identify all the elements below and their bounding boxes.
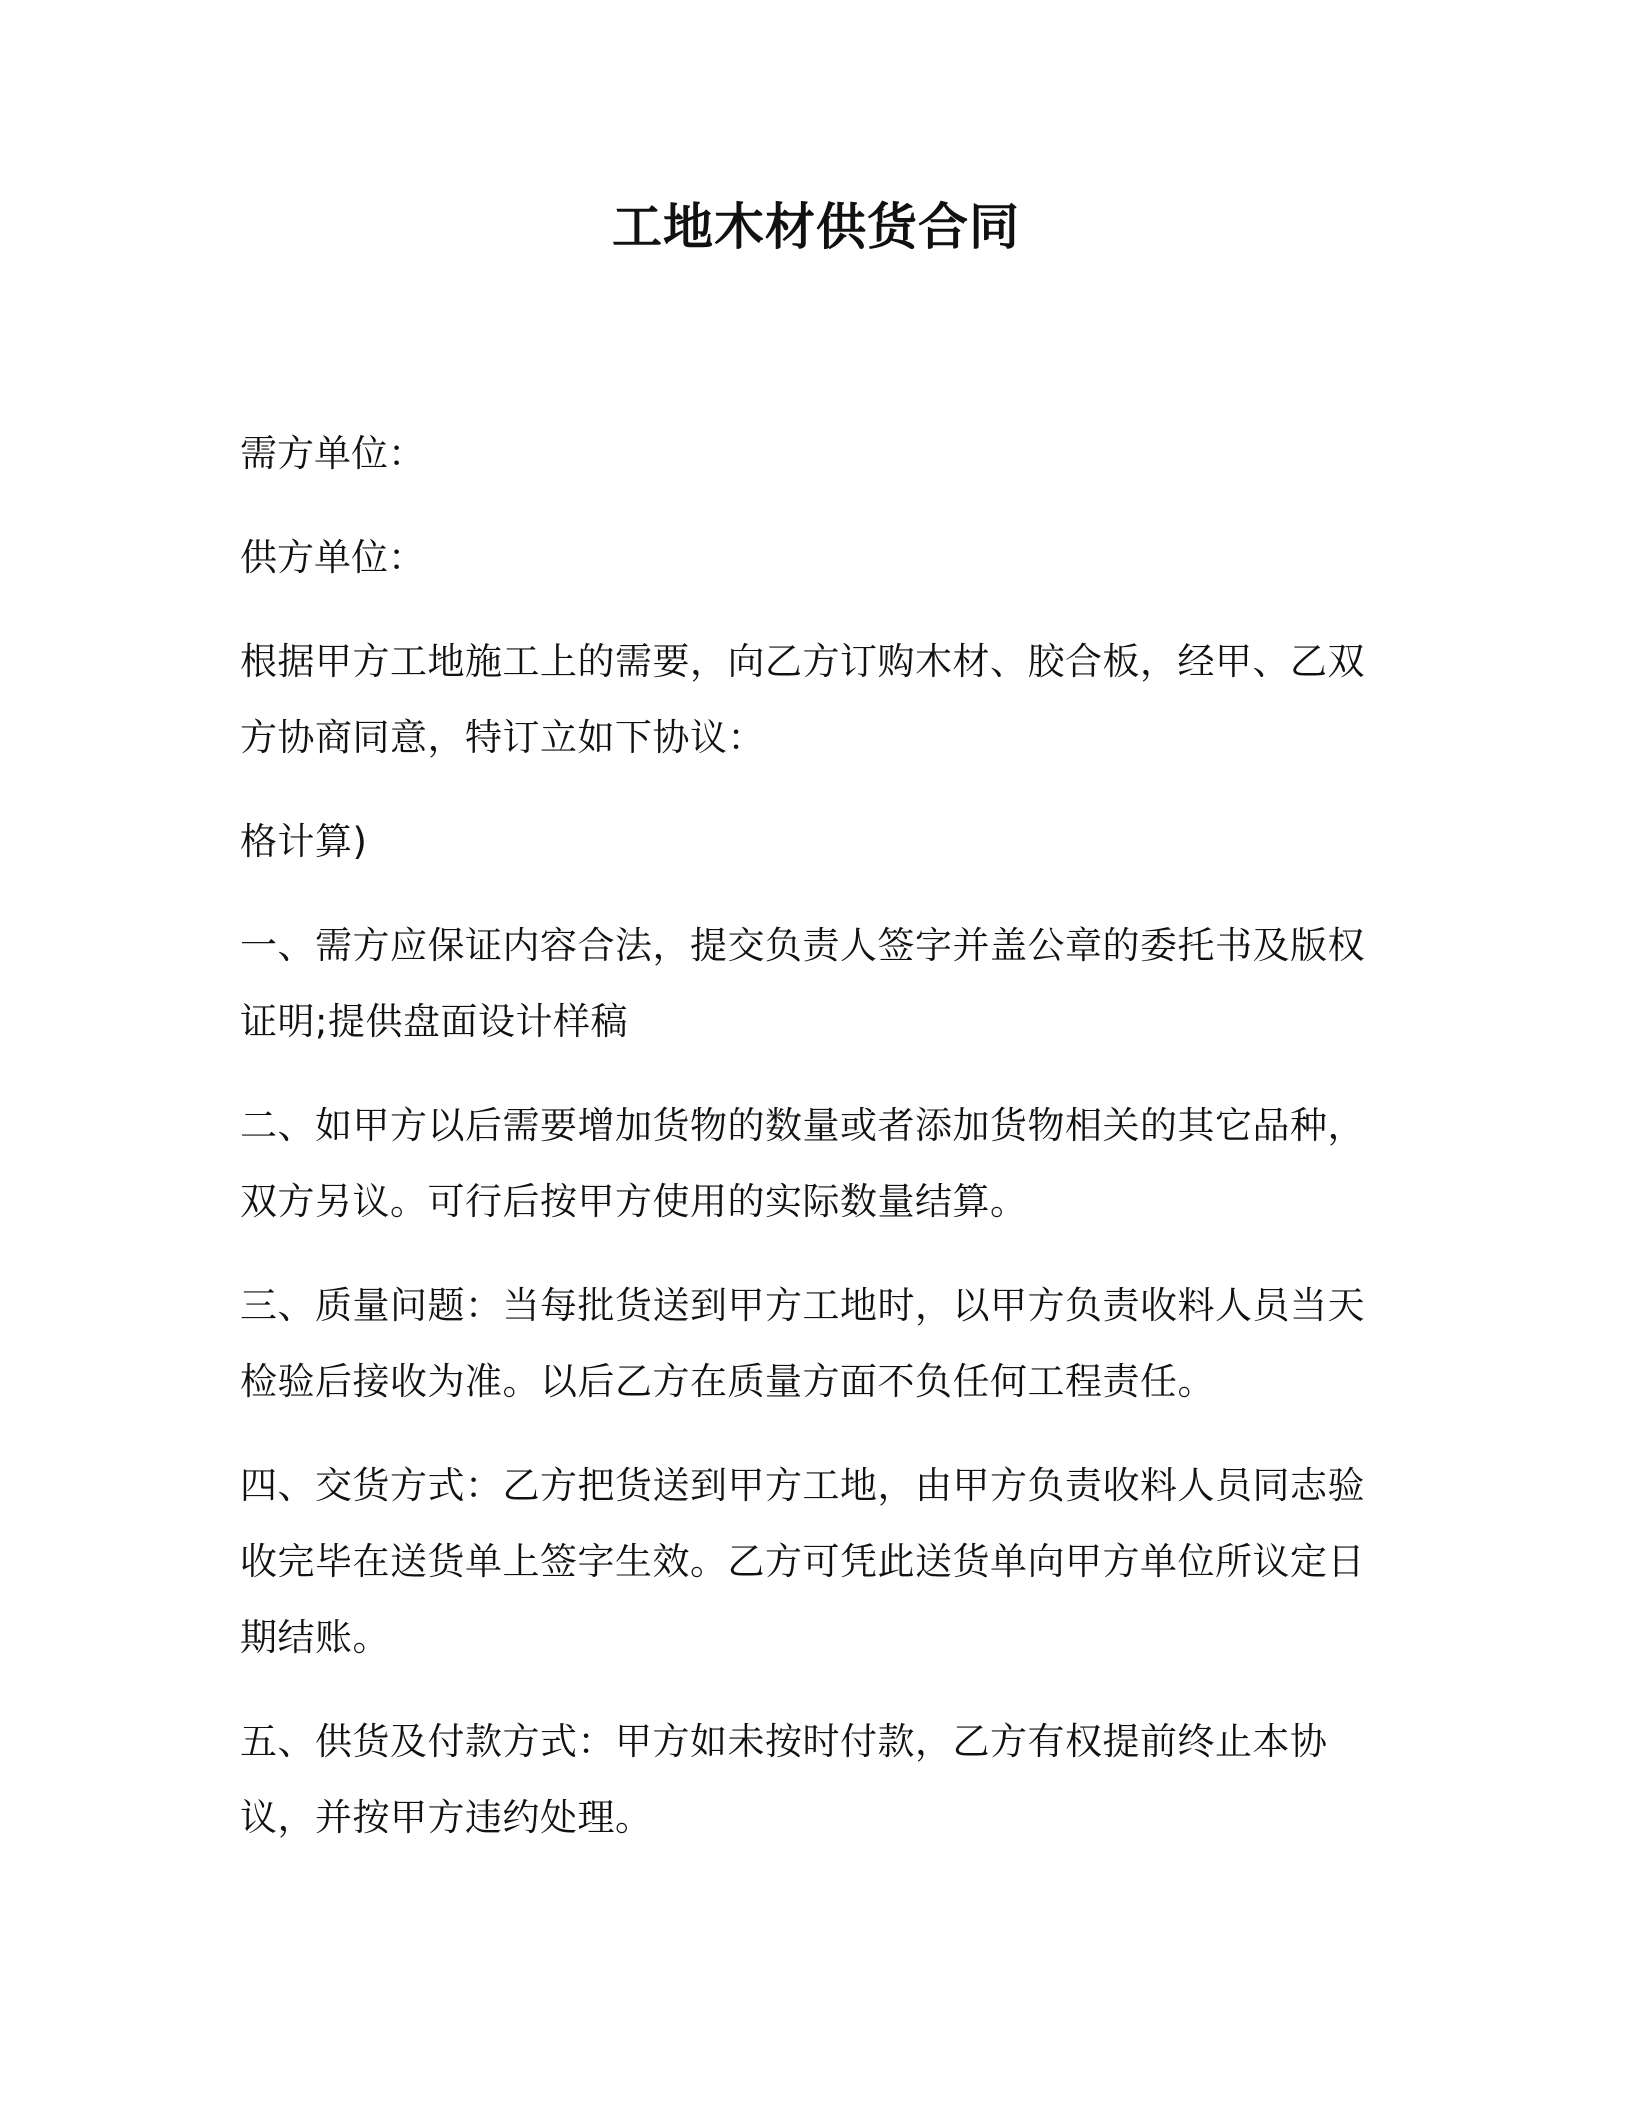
clause-1: 一、需方应保证内容合法，提交负责人签字并盖公章的委托书及版权证明;提供盘面设计样稿	[240, 924, 1365, 1043]
supplier-unit-field: 供方单位：	[240, 536, 425, 579]
clause-4: 四、交货方式：乙方把货送到甲方工地，由甲方负责收料人员同志验收完毕在送货单上签字生效。乙方可凭此送货单向甲方单位所议定日期结账。	[240, 1464, 1365, 1659]
clause-3: 三、质量问题：当每批货送到甲方工地时，以甲方负责收料人员当天检验后接收为准。以后乙方在质量方面不负任何工程责任。	[240, 1284, 1365, 1403]
document-body	[240, 416, 1392, 1884]
clause-5: 五、供货及付款方式：甲方如未按时付款，乙方有权提前终止本协议，并按甲方违约处理。	[240, 1720, 1328, 1839]
intro-paragraph: 根据甲方工地施工上的需要，向乙方订购木材、胶合板，经甲、乙双方协商同意，特订立如下协议：	[240, 640, 1365, 759]
document-title: 工地木材供货合同	[612, 198, 1020, 256]
clause-2: 二、如甲方以后需要增加货物的数量或者添加货物相关的其它品种，双方另议。可行后按甲方使用的实际数量结算。	[240, 1104, 1365, 1223]
buyer-unit-field: 需方单位：	[240, 432, 425, 475]
fragment-paragraph: 格计算)	[240, 820, 368, 863]
